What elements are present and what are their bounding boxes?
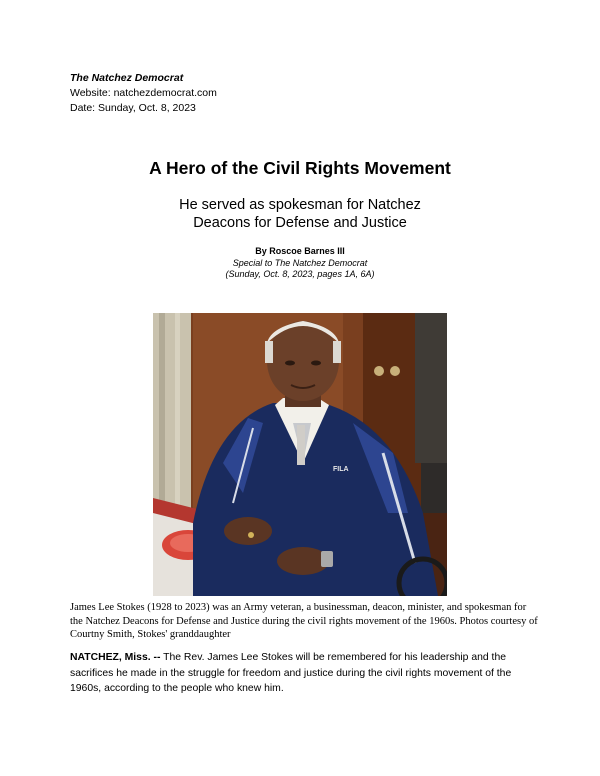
lead-paragraph: The Rev. James Lee Stokes will be remembered for his leadership and the sacrifices he made in the struggle for freedom and justice during the civil rights movement of the 1960s, according to the people who knew him. bbox=[70, 652, 512, 694]
author-byline: By Roscoe Barnes III bbox=[255, 246, 345, 256]
special-note: Special to The Natchez Democrat bbox=[232, 257, 368, 268]
portrait-illustration bbox=[153, 313, 447, 596]
publication-name: The Natchez Democrat bbox=[70, 72, 184, 84]
article-body bbox=[70, 650, 540, 697]
jacket-logo: FILA bbox=[333, 466, 349, 473]
byline-block bbox=[0, 246, 600, 281]
dateline: NATCHEZ, Miss. -- bbox=[70, 652, 161, 663]
photo-caption: James Lee Stokes (1928 to 2023) was an Army veteran, a businessman, deacon, minister, and spokesman for the Natchez Deacons for Defense and Justice during the civil rights movement of the 1960s. Photos courtesy of Courtny Smith, Stokes' granddaughter bbox=[70, 602, 538, 640]
article-subtitle bbox=[0, 196, 600, 232]
publication-info bbox=[70, 71, 217, 116]
article-photo bbox=[153, 313, 447, 596]
page-reference: (Sunday, Oct. 8, 2023, pages 1A, 6A) bbox=[225, 269, 375, 279]
publication-website: Website: natchezdemocrat.com bbox=[70, 87, 217, 99]
publication-date: Date: Sunday, Oct. 8, 2023 bbox=[70, 102, 196, 114]
article-title: A Hero of the Civil Rights Movement bbox=[149, 158, 451, 178]
subtitle-line-2: Deacons for Defense and Justice bbox=[193, 215, 407, 231]
subtitle-line-1: He served as spokesman for Natchez bbox=[179, 197, 421, 213]
